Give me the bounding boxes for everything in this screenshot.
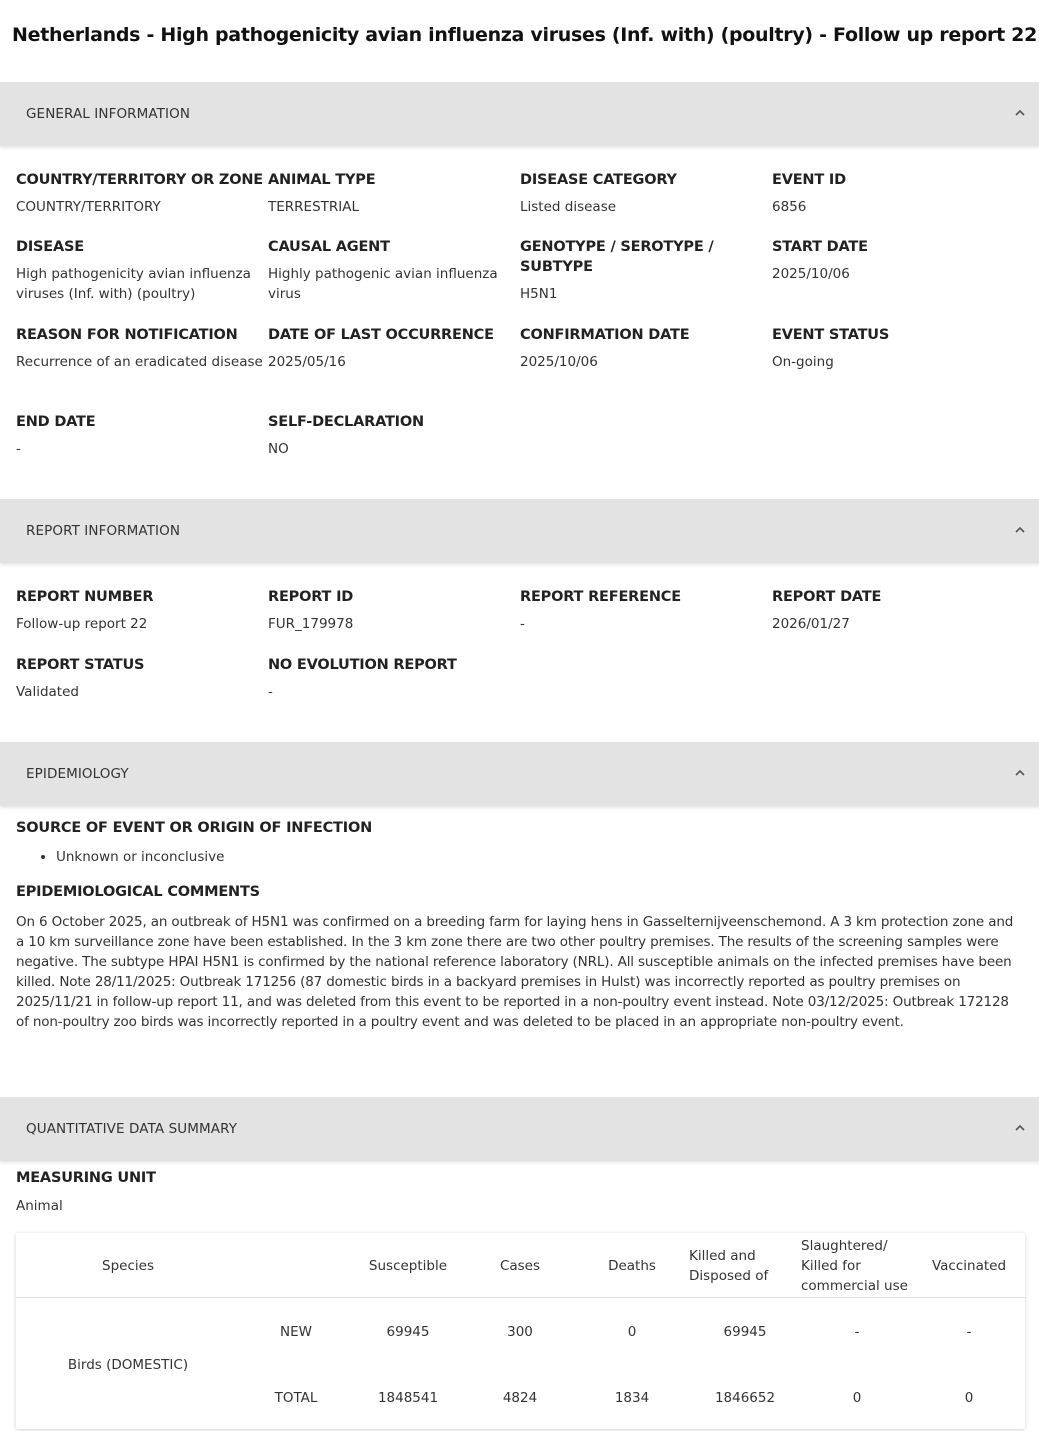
section-title: EPIDEMIOLOGY [26, 766, 129, 782]
epidemiological-comments-text: On 6 October 2025, an outbreak of H5N1 was confirmed on a breeding farm for laying hens in Gasselternijveenschemond. A 3 km protection zone and a 10 km surveillance zone have been established. In the 3 km zone there are two other poultry premises. The results of the screening samples were negative. The subtype HPAI H5N1 is confirmed by the national reference laboratory (NRL). All susceptible animals on the infected premises have been killed. Note 28/11/2025: Outbreak 171256 (87 domestic birds in a backyard premises in Hulst) was incorrectly reported as poultry premises on 2025/11/21 in follow-up report 11, and was deleted from this event to be reported in a non-poultry event instead. Note 03/12/2025: Outbreak 172128 of non-poultry zoo birds was incorrectly reported in a poultry event and was deleted to be placed in an appropriate non-poultry event. [16, 914, 1014, 1030]
field-value: Follow-up report 22 [16, 616, 148, 632]
field-label: CONFIRMATION DATE [520, 327, 690, 343]
section-title: GENERAL INFORMATION [26, 106, 191, 122]
field-value: 2025/10/06 [520, 354, 598, 370]
column-header-susceptible: Susceptible [368, 1257, 448, 1274]
quantitative-data-table [16, 1233, 1025, 1429]
field-end-date [16, 412, 264, 459]
field-label: CAUSAL AGENT [268, 239, 390, 255]
epidemiology-header[interactable] [0, 742, 1039, 806]
field-no-evolution-report [268, 655, 516, 702]
chevron-up-icon[interactable] [1013, 523, 1027, 537]
field-value: - [268, 684, 273, 700]
general-information-header[interactable] [0, 82, 1039, 146]
column-header-vaccinated: Vaccinated [931, 1257, 1007, 1274]
row-type-total: TOTAL [274, 1390, 318, 1406]
column-header-slaughtered: Slaughtered/ Killed for commercial use [801, 1237, 908, 1294]
field-label: EVENT STATUS [772, 327, 890, 343]
field-label: GENOTYPE / SEROTYPE / SUBTYPE [520, 239, 714, 275]
field-value: 6856 [772, 199, 807, 215]
field-label: START DATE [772, 239, 868, 255]
field-genotype [520, 237, 768, 304]
field-value: COUNTRY/TERRITORY [16, 199, 161, 215]
field-disease [16, 237, 264, 304]
table-header [16, 1233, 1025, 1298]
field-report-reference [520, 587, 768, 634]
field-value: 2025/05/16 [268, 354, 346, 370]
field-label: END DATE [16, 414, 96, 430]
section-title: QUANTITATIVE DATA SUMMARY [26, 1121, 238, 1137]
field-disease-category [520, 170, 768, 217]
field-value: - [16, 441, 21, 457]
field-label: REPORT DATE [772, 589, 882, 605]
field-label: COUNTRY/TERRITORY OR ZONE [16, 172, 264, 188]
field-reason-notification [16, 325, 264, 372]
field-event-id [772, 170, 1020, 217]
epidemiological-comments-heading: EPIDEMIOLOGICAL COMMENTS [16, 884, 260, 900]
section-title: REPORT INFORMATION [26, 523, 181, 539]
field-label: REPORT STATUS [16, 657, 145, 673]
field-report-number [16, 587, 264, 634]
chevron-up-icon[interactable] [1013, 106, 1027, 120]
field-value: Recurrence of an eradicated disease [16, 354, 263, 370]
field-label: SELF-DECLARATION [268, 414, 424, 430]
total-cases: 4824 [502, 1390, 538, 1406]
field-self-declaration [268, 412, 516, 459]
new-susceptible: 69945 [386, 1324, 430, 1340]
column-header-deaths: Deaths [608, 1257, 656, 1274]
chevron-up-icon[interactable] [1013, 1121, 1027, 1135]
total-susceptible: 1848541 [377, 1390, 439, 1406]
field-label: DISEASE [16, 239, 84, 255]
field-value: TERRESTRIAL [268, 199, 359, 215]
field-label: DATE OF LAST OCCURRENCE [268, 327, 494, 343]
total-vaccinated: 0 [964, 1390, 974, 1406]
field-value: H5N1 [520, 286, 558, 302]
new-killed-disposed: 69945 [723, 1324, 767, 1340]
field-label: REPORT ID [268, 589, 354, 605]
new-deaths: 0 [627, 1324, 637, 1340]
field-value: NO [268, 441, 289, 457]
field-value: - [520, 616, 525, 632]
field-value: 2025/10/06 [772, 266, 850, 282]
field-label: DISEASE CATEGORY [520, 172, 677, 188]
field-value: Validated [16, 684, 79, 700]
report-information-header[interactable] [0, 499, 1039, 563]
species-cell: Birds (DOMESTIC) [67, 1357, 189, 1373]
field-report-date [772, 587, 1020, 634]
chevron-up-icon[interactable] [1013, 766, 1027, 780]
field-report-status [16, 655, 264, 702]
field-value: FUR_179978 [268, 616, 354, 632]
field-confirmation-date [520, 325, 768, 372]
list-item: • Unknown or inconclusive [56, 849, 224, 865]
source-list [38, 849, 224, 865]
field-label: EVENT ID [772, 172, 846, 188]
field-animal-type [268, 170, 516, 217]
measuring-unit-label: MEASURING UNIT [16, 1170, 156, 1186]
field-value: On-going [772, 354, 834, 370]
field-causal-agent [268, 237, 516, 304]
field-start-date [772, 237, 1020, 284]
column-header-cases: Cases [499, 1257, 541, 1274]
total-slaughtered: 0 [852, 1390, 862, 1406]
field-event-status [772, 325, 1020, 372]
total-deaths: 1834 [614, 1390, 650, 1406]
field-label: REPORT NUMBER [16, 589, 154, 605]
field-label: ANIMAL TYPE [268, 172, 376, 188]
total-killed-disposed: 1846652 [714, 1390, 776, 1406]
row-type-new: NEW [280, 1324, 312, 1340]
page-title: Netherlands - High pathogenicity avian influenza viruses (Inf. with) (poultry) - Follow up report 22 [12, 24, 1038, 46]
new-slaughtered: - [854, 1324, 860, 1340]
field-value: Highly pathogenic avian influenza virus [268, 266, 498, 302]
field-label: NO EVOLUTION REPORT [268, 657, 457, 673]
field-label: REASON FOR NOTIFICATION [16, 327, 238, 343]
measuring-unit-value: Animal [16, 1198, 63, 1214]
new-vaccinated: - [966, 1324, 972, 1340]
field-report-id [268, 587, 516, 634]
field-value: Listed disease [520, 199, 617, 215]
field-country-zone [16, 170, 264, 217]
field-last-occurrence [268, 325, 516, 372]
column-header-killed-disposed: Killed and Disposed of [689, 1247, 769, 1284]
column-header-species: Species [102, 1257, 154, 1274]
source-of-event-heading: SOURCE OF EVENT OR ORIGIN OF INFECTION [16, 820, 373, 836]
field-value: High pathogenicity avian influenza viruses (Inf. with) (poultry) [16, 266, 251, 302]
new-cases: 300 [507, 1324, 533, 1340]
field-label: REPORT REFERENCE [520, 589, 681, 605]
field-value: 2026/01/27 [772, 616, 850, 632]
quantitative-data-header[interactable] [0, 1097, 1039, 1161]
